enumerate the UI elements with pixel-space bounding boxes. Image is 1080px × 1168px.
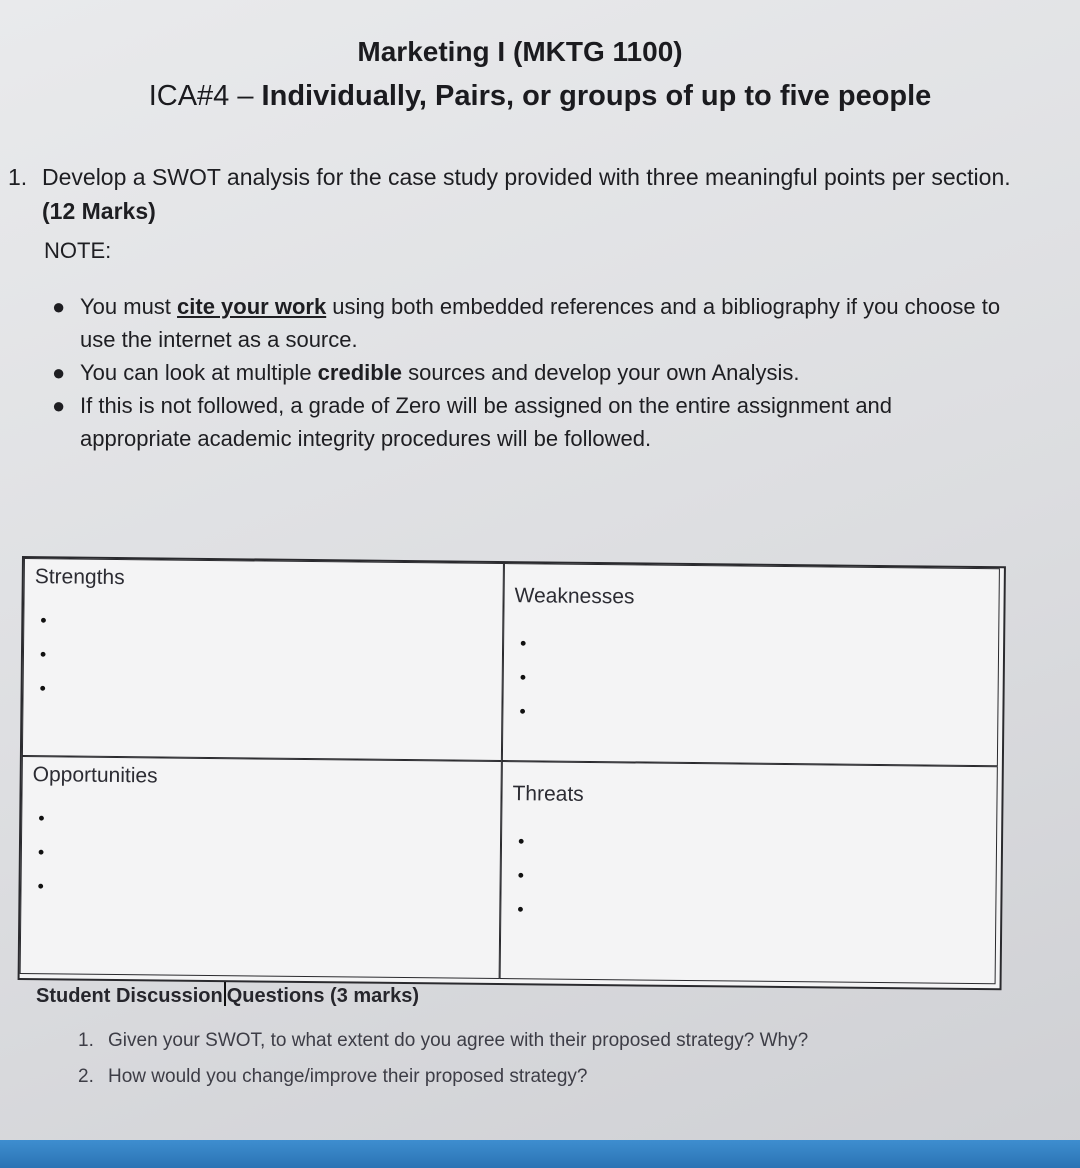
bullet-dot-icon: ●	[52, 393, 66, 418]
taskbar-strip	[0, 1140, 1080, 1168]
note-bullet-2	[44, 356, 1004, 389]
discussion-question-number: 1.	[78, 1030, 94, 1051]
ica-separator: –	[229, 80, 262, 112]
note-bullet-3	[44, 389, 1004, 455]
question-1-body: Develop a SWOT analysis for the case study provided with three meaningful points per section.	[42, 164, 1011, 190]
bullet-dot-icon: ●	[52, 360, 66, 385]
bullet-dot-icon: ●	[52, 294, 66, 319]
swot-cell-strengths[interactable]	[22, 558, 504, 761]
swot-weaknesses-label: Weaknesses	[514, 584, 635, 609]
discussion-question-text: How would you change/improve their proposed strategy?	[108, 1066, 588, 1087]
text-cursor	[224, 982, 226, 1006]
note-bullet-1	[44, 290, 1004, 356]
swot-bullet-icon: •	[39, 644, 47, 665]
discussion-question-1	[78, 1030, 978, 1052]
ica-label: ICA#4	[148, 80, 230, 112]
note-label: NOTE:	[44, 238, 112, 263]
course-title: Marketing I (MKTG 1100)	[357, 36, 683, 67]
swot-bullet-icon: •	[519, 667, 527, 688]
swot-table	[18, 556, 1006, 990]
swot-bullet-icon: •	[517, 831, 525, 852]
note-bullet-list	[44, 290, 1004, 455]
swot-bullet-icon: •	[520, 633, 527, 654]
swot-cell-opportunities[interactable]	[20, 756, 502, 979]
bullet-2-before: You can look at multiple	[80, 360, 318, 385]
swot-opportunities-label: Opportunities	[32, 763, 158, 788]
swot-bullet-icon: •	[37, 876, 44, 897]
bullet-1-emphasis: cite your work	[177, 294, 327, 319]
swot-bullet-icon: •	[517, 899, 524, 920]
bullet-1-before: You must	[80, 294, 178, 319]
question-1-text	[42, 160, 1012, 228]
swot-bullet-icon: •	[519, 701, 526, 722]
swot-bullet-icon: •	[40, 610, 47, 631]
bullet-2-after: sources and develop your own Analysis.	[402, 360, 800, 385]
discussion-question-text: Given your SWOT, to what extent do you agree with their proposed strategy? Why?	[108, 1030, 809, 1051]
ica-subtitle: Individually, Pairs, or groups of up to five people	[261, 80, 932, 112]
swot-strengths-label: Strengths	[34, 565, 125, 590]
bullet-3-text: If this is not followed, a grade of Zero will be assigned on the entire assignment and appropriate academic integrity procedures will be followed.	[80, 393, 893, 451]
swot-threats-label: Threats	[512, 782, 584, 806]
bullet-2-emphasis: credible	[317, 360, 403, 385]
swot-cell-weaknesses[interactable]	[502, 563, 1000, 766]
discussion-heading-part1: Student Discussion	[36, 985, 223, 1007]
discussion-question-number: 2.	[78, 1066, 94, 1087]
discussion-heading	[36, 982, 419, 1008]
discussion-heading-part2: Questions (3 marks)	[226, 985, 419, 1007]
swot-bullet-icon: •	[517, 865, 525, 886]
swot-bullet-icon: •	[39, 678, 47, 699]
question-1-marks: (12 Marks)	[42, 198, 156, 224]
question-1-number: 1.	[8, 164, 28, 190]
assignment-title	[20, 80, 1060, 113]
swot-bullet-icon: •	[38, 808, 45, 829]
swot-cell-threats[interactable]	[500, 761, 998, 984]
bullet-1-after: using both embedded references and a bibliography if you choose to use the internet as a source.	[80, 294, 1001, 352]
swot-bullet-icon: •	[37, 842, 45, 863]
discussion-question-2	[78, 1066, 978, 1088]
